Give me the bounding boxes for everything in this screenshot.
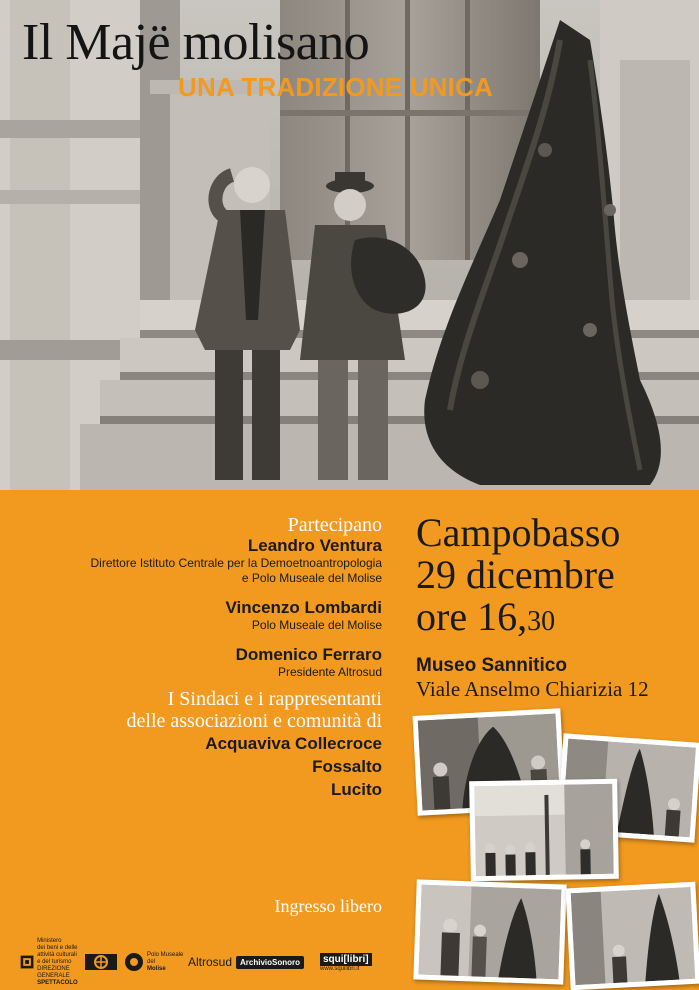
ministero-text: attività culturali — [37, 951, 77, 958]
collage-photo — [565, 882, 699, 990]
poster-subtitle: UNA TRADIZIONE UNICA — [178, 72, 494, 102]
participants-heading: Partecipano — [287, 514, 382, 536]
entry-note: Ingresso libero — [274, 896, 382, 916]
polo-text: del — [147, 958, 156, 965]
altrosud-text: Altrosud — [188, 955, 233, 969]
squilibri-text: squi[libri] — [320, 953, 372, 966]
ministero-text: SPETTACOLO — [37, 979, 78, 986]
collage-photo — [469, 779, 619, 882]
archivio-text: ArchivioSonoro — [236, 956, 304, 969]
ministero-text: DIREZIONE GENERALE — [37, 965, 70, 979]
collage-photo — [413, 879, 566, 984]
participant-name: Vincenzo Lombardi — [225, 598, 382, 617]
participant-name: Leandro Ventura — [247, 536, 382, 555]
poster-title: Il Majë molisano — [22, 14, 370, 71]
squilibri-url: www.squilibri.it — [320, 965, 360, 972]
participant-role: Polo Museale del Molise — [251, 618, 382, 632]
polo-museale-icon — [124, 952, 144, 972]
community-name: Acquaviva Collecroce — [205, 734, 382, 753]
wheel-logo — [84, 944, 124, 980]
event-time — [416, 596, 696, 643]
ministero-text: e del turismo — [37, 958, 72, 965]
event-time-minutes: 30 — [527, 606, 556, 637]
polo-text: Molise — [147, 965, 166, 972]
event-date: 29 dicembre — [416, 552, 615, 597]
sponsor-logos — [20, 937, 420, 986]
event-address: Viale Anselmo Chiarizia 12 — [416, 677, 649, 701]
event-details — [416, 512, 696, 701]
event-time-prefix: ore 16, — [416, 594, 528, 639]
participant-role: e Polo Museale del Molise — [241, 571, 382, 585]
ministero-logo — [20, 937, 80, 986]
cart-wheel-icon — [84, 951, 118, 973]
ministero-emblem-icon — [20, 951, 34, 973]
ministero-text: Ministero — [37, 937, 62, 944]
ministero-text: dei beni e delle — [37, 944, 78, 951]
mayors-line: I Sindaci e i rappresentanti — [167, 688, 382, 710]
polo-text: Polo Museale — [147, 951, 184, 958]
event-venue: Museo Sannitico — [416, 655, 567, 676]
hero-photo — [0, 0, 699, 490]
participants-section — [10, 514, 382, 801]
mayors-line: delle associazioni e comunità di — [126, 710, 382, 732]
squilibri-logo — [320, 944, 400, 980]
participant-name: Domenico Ferraro — [235, 645, 382, 664]
altrosud-logo — [188, 944, 232, 980]
community-name: Lucito — [331, 780, 382, 799]
participant-role: Direttore Istituto Centrale per la Demoetnoantropologia — [90, 556, 382, 570]
event-city: Campobasso — [416, 510, 621, 555]
participant-role: Presidente Altrosud — [277, 665, 382, 679]
archivio-sonoro-logo — [236, 944, 320, 980]
polo-museale-logo — [124, 944, 184, 980]
community-name: Fossalto — [312, 757, 382, 776]
